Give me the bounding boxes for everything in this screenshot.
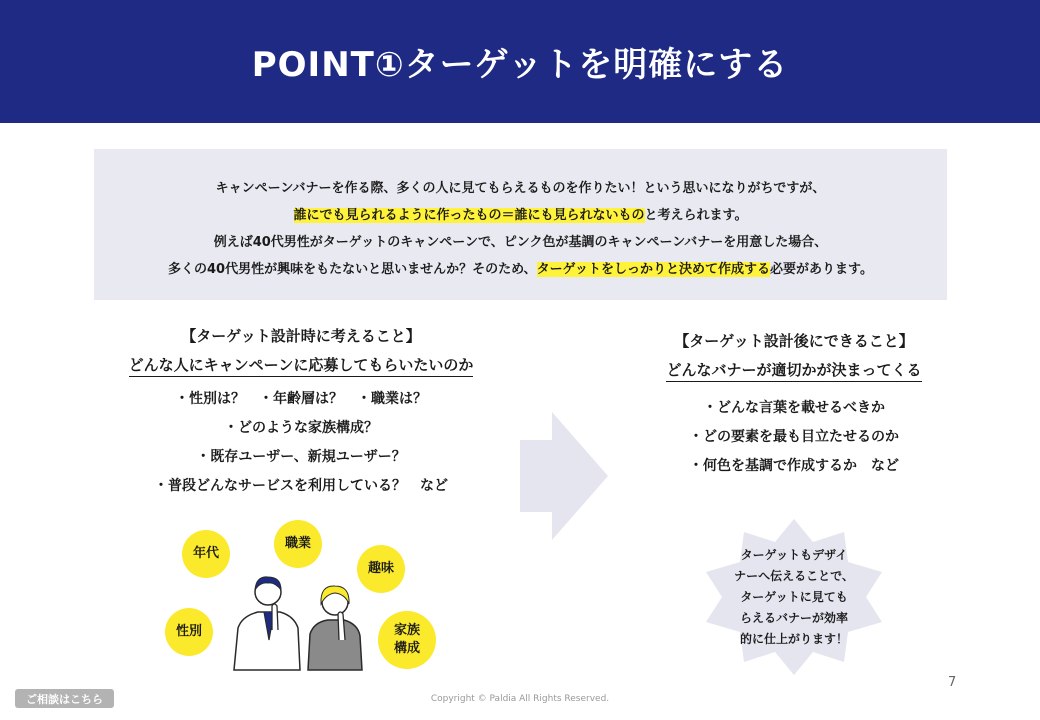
before-design-list xyxy=(96,385,506,501)
copyright-text: Copyright © Paldia All Rights Reserved. xyxy=(430,694,610,704)
header-banner xyxy=(0,0,1040,123)
list-item: ・何色を基調で作成するか など xyxy=(689,458,899,474)
intro-line-3: 例えば40代男性がターゲットのキャンペーンで、ピンク色が基調のキャンペーンバナーを用意した場合、 xyxy=(213,235,828,250)
intro-line-4 xyxy=(94,256,947,283)
intro-line-1: キャンペーンバナーを作る際、多くの人に見てもらえるものを作りたい！という思いになりがちですが、 xyxy=(215,181,826,196)
callout-line: ターゲットに見ても xyxy=(740,590,848,604)
before-design-subheading: どんな人にキャンペーンに応募してもらいたいのか xyxy=(129,354,474,377)
list-item: ・普段どんなサービスを利用している？ など xyxy=(154,478,448,494)
intro-line-4-pre: 多くの40代男性が興味をもたないと思いませんか？そのため、 xyxy=(167,262,537,277)
before-design-heading: 【ターゲット設計時に考えること】 xyxy=(181,327,421,345)
list-item: ・既存ユーザー、新規ユーザー？ xyxy=(196,449,406,465)
intro-box xyxy=(94,149,947,300)
target-illustration xyxy=(160,515,460,675)
bubble-hobby: 趣味 xyxy=(357,545,405,593)
callout-text xyxy=(720,530,868,665)
intro-line-2 xyxy=(94,202,947,229)
bubble-family: 家族 構成 xyxy=(378,611,436,669)
intro-highlight-1: 誰にでも見られるように作ったもの＝誰にも見られないもの xyxy=(293,208,645,223)
callout-line: らえるバナーが効率 xyxy=(739,611,848,625)
list-item: ・性別は？ ・年齢層は？ ・職業は？ xyxy=(175,391,427,407)
bubble-gender: 性別 xyxy=(165,608,213,656)
list-item: ・どのような家族構成？ xyxy=(224,420,378,436)
bubble-age: 年代 xyxy=(182,530,230,578)
list-item: ・どんな言葉を載せるべきか xyxy=(703,400,885,416)
callout-line: 的に仕上がります！ xyxy=(739,632,848,646)
after-design-subheading: どんなバナーが適切かが決まってくる xyxy=(666,359,921,382)
list-item: ・どの要素を最も目立たせるのか xyxy=(689,429,899,445)
consult-button[interactable]: ご相談はこちら xyxy=(15,689,114,708)
intro-highlight-2: ターゲットをしっかりと決めて作成する xyxy=(536,262,771,277)
callout-line: ナーへ伝えることで、 xyxy=(734,569,854,583)
arrow-right-icon xyxy=(520,412,608,540)
callout-line: ターゲットもデザイ xyxy=(740,548,848,562)
page-number: 7 xyxy=(948,675,957,690)
intro-line-2-rest: と考えられます。 xyxy=(644,208,748,223)
intro-line-4-post: 必要があります。 xyxy=(770,262,874,277)
before-design-section xyxy=(96,322,506,501)
after-design-heading: 【ターゲット設計後にできること】 xyxy=(674,332,914,350)
people-icon xyxy=(228,570,368,675)
page-title: POINT①ターゲットを明確にする xyxy=(251,45,789,85)
after-design-section xyxy=(634,327,954,481)
bubble-occupation: 職業 xyxy=(274,520,322,568)
after-design-list xyxy=(634,394,954,481)
